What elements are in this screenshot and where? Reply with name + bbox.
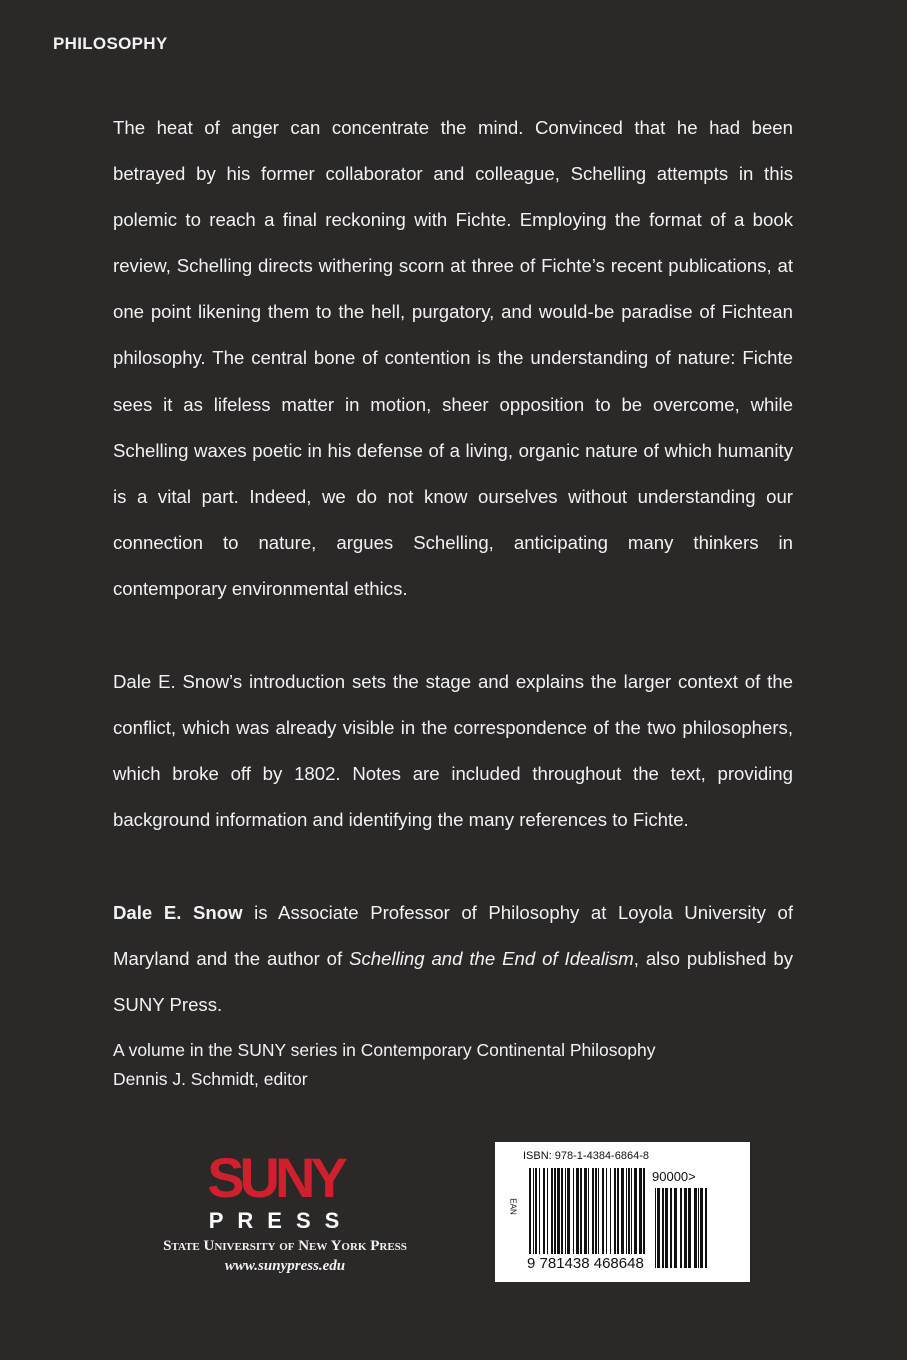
barcode-bar bbox=[657, 1188, 660, 1268]
book-title: Schelling and the End of Idealism bbox=[349, 948, 634, 970]
description-paragraph-2: Dale E. Snow’s introduction sets the stage and explains the larger context of the conflict, which was already visible in the correspondence of the two philosophers, which broke off by 1802. Notes are included throughout the text, providing background information and identifying the many references to Fichte. bbox=[113, 671, 793, 831]
author-bio bbox=[113, 890, 793, 1028]
barcode-bar bbox=[665, 1188, 668, 1268]
series-line: A volume in the SUNY series in Contemporary Continental Philosophy bbox=[113, 1040, 656, 1060]
barcode-bar bbox=[598, 1168, 599, 1254]
barcode-bar bbox=[628, 1168, 630, 1254]
barcode-bar bbox=[543, 1168, 545, 1254]
barcode-bar bbox=[621, 1168, 624, 1254]
barcode-bar bbox=[539, 1168, 540, 1254]
barcode-bar bbox=[584, 1168, 587, 1254]
author-name: Dale E. Snow bbox=[113, 902, 243, 923]
barcode-bar bbox=[554, 1168, 556, 1254]
addon-barcode-bars bbox=[655, 1188, 707, 1268]
barcode-bar bbox=[565, 1168, 566, 1254]
barcode-bar bbox=[588, 1168, 589, 1254]
publisher-name: State University of New York Press bbox=[163, 1238, 407, 1254]
barcode-bar bbox=[567, 1168, 570, 1254]
publisher-url: www.sunypress.edu bbox=[224, 1258, 346, 1274]
addon-code: 90000> bbox=[652, 1169, 696, 1184]
barcode-bar bbox=[634, 1168, 637, 1254]
barcode-bar bbox=[573, 1168, 574, 1254]
barcode-bar bbox=[533, 1168, 534, 1254]
barcode-bars bbox=[529, 1168, 647, 1254]
barcode-bar bbox=[705, 1188, 707, 1268]
barcode-bar bbox=[592, 1168, 594, 1254]
barcode-bar bbox=[694, 1188, 697, 1268]
barcode-bar bbox=[602, 1168, 604, 1254]
barcode-bar bbox=[535, 1168, 537, 1254]
series-editor: Dennis J. Schmidt, editor bbox=[113, 1069, 308, 1089]
barcode-bar bbox=[626, 1168, 627, 1254]
bio-text-1: is Associate Professor of Philosophy at Loyola University of Maryland and the author of bbox=[113, 902, 793, 970]
barcode-bar bbox=[595, 1168, 597, 1254]
barcode-bar bbox=[557, 1168, 560, 1254]
barcode-bar bbox=[547, 1168, 548, 1254]
barcode-bar bbox=[670, 1188, 672, 1268]
bio-text-2: , also published by SUNY Press. bbox=[113, 948, 793, 1016]
barcode-bar bbox=[643, 1168, 645, 1254]
barcode-bar bbox=[680, 1188, 682, 1268]
barcode-bar bbox=[576, 1168, 579, 1254]
barcode-bar bbox=[662, 1188, 664, 1268]
barcode-bar bbox=[561, 1168, 563, 1254]
barcode-bar bbox=[698, 1188, 699, 1268]
barcode-bar bbox=[631, 1168, 632, 1254]
barcode-bar bbox=[655, 1188, 656, 1268]
barcode-bar bbox=[639, 1168, 642, 1254]
barcode-bar bbox=[580, 1168, 582, 1254]
barcode-bar bbox=[551, 1168, 553, 1254]
series-note bbox=[113, 1036, 655, 1094]
barcode-bar bbox=[674, 1188, 677, 1268]
barcode-bar bbox=[688, 1188, 691, 1268]
press-logo-text: PRESS bbox=[208, 1208, 354, 1233]
isbn-text: ISBN: 978-1-4384-6864-8 bbox=[523, 1150, 649, 1162]
suny-logo-text: SUNY bbox=[207, 1146, 343, 1209]
barcode-number: 9 781438 468648 bbox=[527, 1255, 644, 1272]
barcode-bar bbox=[684, 1188, 687, 1268]
barcode-bar bbox=[614, 1168, 616, 1254]
ean-label: EAN bbox=[508, 1198, 518, 1215]
barcode-bar bbox=[529, 1168, 531, 1254]
publisher-logo bbox=[140, 1148, 430, 1276]
barcode-box bbox=[495, 1142, 750, 1282]
barcode-bar bbox=[610, 1168, 611, 1254]
description-paragraph-1: The heat of anger can concentrate the mind. Convinced that he had been betrayed by his former collaborator and colleague, Schelling attempts in this polemic to reach a final reckoning with Fichte. Employing the format of a book review, Schelling directs withering scorn at three of Fichte’s recent publications, at one point likening them to the hell, purgatory, and would-be paradise of Fichtean philosophy. The central bone of contention is the understanding of nature: Fichte sees it as lifeless matter in motion, sheer opposition to be overcome, while Schelling waxes poetic in his defense of a living, organic nature of which humanity is a vital part. Indeed, we do not know ourselves without understanding our connection to nature, argues Schelling, anticipating many thinkers in contemporary environmental ethics. bbox=[113, 117, 793, 599]
barcode-bar bbox=[700, 1188, 703, 1268]
barcode-bar bbox=[606, 1168, 607, 1254]
category-label: PHILOSOPHY bbox=[53, 34, 168, 53]
barcode-bar bbox=[617, 1168, 619, 1254]
